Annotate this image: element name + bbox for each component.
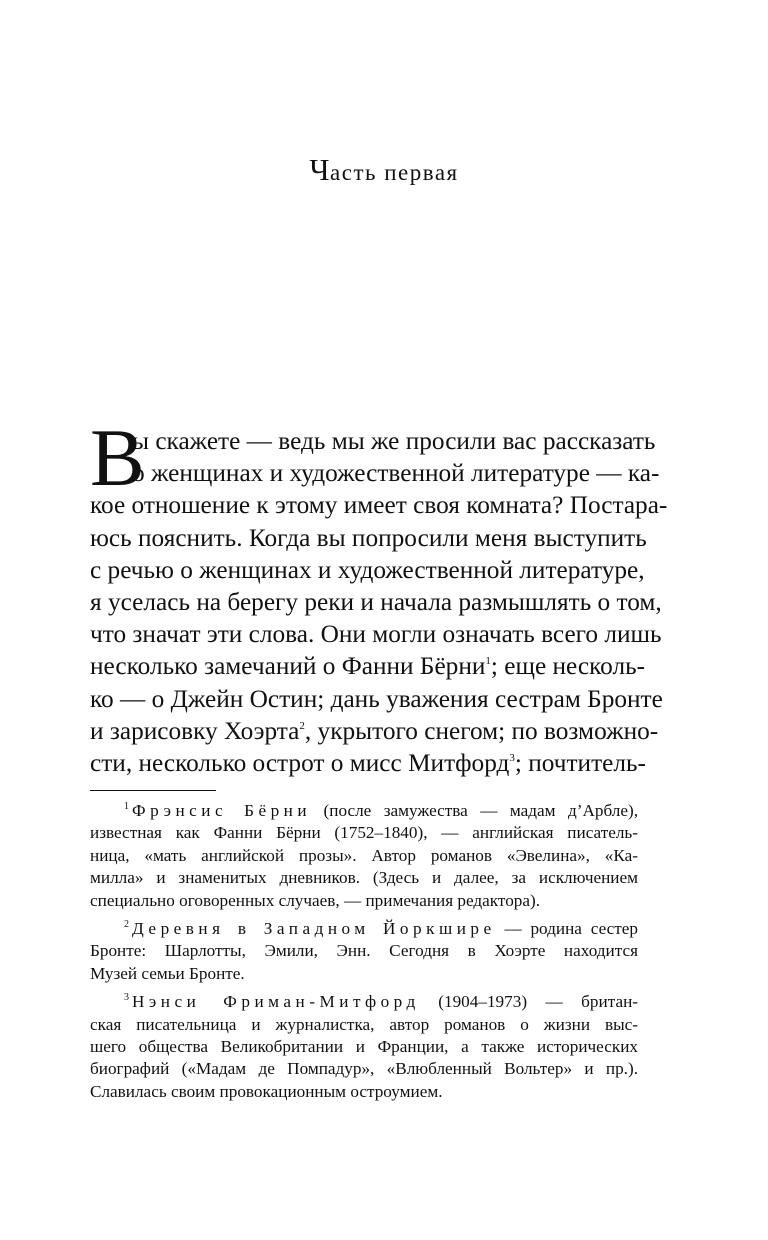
footnote-3-line: ская писательница и журналистка, автор романов о жизни выс- [90, 1014, 638, 1034]
text-line: о женщинах и художественной литературе — ка- [132, 459, 660, 488]
footnote-2-line: Бронте: Шарлотты, Эмили, Энн. Сегодня в Хоэрте находится [90, 941, 638, 961]
text-segment: , укрытого снегом; по возможно- [304, 716, 659, 745]
footnote-2-line [90, 918, 638, 940]
part-title [0, 152, 768, 188]
footnote-2-line: Музей семьи Бронте. [90, 963, 245, 983]
text-segment: и зарисовку Хоэрта [90, 716, 300, 745]
text-segment: ; почтитель- [514, 748, 646, 777]
text-segment: сти, несколько острот о мисс Митфорд [90, 748, 510, 777]
footnote-number: 2 [124, 918, 129, 930]
text-line: я уселась на берегу реки и начала размышлять о том, [90, 587, 662, 616]
footnote-number: 1 [124, 801, 129, 812]
text-line: юсь пояснить. Когда вы попросили меня выступить [90, 523, 647, 552]
text-line [90, 650, 646, 682]
main-text [90, 412, 668, 779]
text-segment: ; еще несколь- [490, 652, 646, 681]
footnote-3-line: Славилась своим провокационным остроумием. [90, 1081, 443, 1101]
text-line: с речью о женщинах и художественной литературе, [90, 555, 645, 584]
footnote-3-line [90, 991, 638, 1013]
footnote-ref-2: 2 [299, 719, 305, 732]
text-line: ы скажете — ведь мы же просили вас рассказать [132, 427, 656, 455]
footnote-ref-1: 1 [485, 655, 491, 668]
text-line [90, 715, 659, 747]
footnote-text: (1904–1973) — британ- [419, 992, 638, 1012]
part-title-rest: асть первая [330, 160, 459, 185]
footnote-spaced-name: Деревня в Западном Йоркшире [132, 918, 496, 938]
footnote-3-line: биографий («Мадам де Помпадур», «Влюбленный Вольтер» и пр.). [90, 1059, 638, 1079]
text-segment: несколько замечаний о Фанни Бёрни [90, 652, 486, 681]
footnote-divider [90, 790, 216, 791]
footnote-1-line: ница, «мать английской прозы». Автор романов «Эвелина», «Ка- [90, 845, 638, 865]
drop-cap: В [90, 412, 145, 503]
footnote-number: 3 [124, 992, 129, 1004]
footnote-3-line: шего общества Великобритании и Франции, а также исторических [90, 1036, 638, 1056]
text-line: ко — о Джейн Остин; дань уважения сестрам Бронте [90, 684, 663, 713]
footnotes [90, 800, 638, 1103]
footnote-1-line: специально оговоренных случаев, — примечания редактора). [90, 890, 541, 910]
text-line: что значат эти слова. Они могли означать всего лишь [90, 620, 662, 649]
footnote-spaced-name: Фрэнсис Бёрни [132, 801, 312, 820]
footnote-text: — родина сестер [495, 918, 638, 938]
part-title-initial: Ч [309, 152, 331, 187]
footnote-spaced-name: Нэнси Фриман-Митфорд [132, 992, 420, 1012]
footnote-text: (после замужества — мадам д’Арбле), [311, 801, 638, 820]
footnote-ref-3: 3 [509, 751, 515, 764]
footnote-1-line: милла» и знаменитых дневников. (Здесь и далее, за исключением [90, 868, 638, 888]
footnote-1-line [90, 800, 638, 822]
text-line [90, 747, 646, 779]
footnote-1-line: известная как Фанни Бёрни (1752–1840), — английская писатель- [90, 823, 638, 843]
text-line: кое отношение к этому имеет своя комната? Постара- [90, 491, 668, 520]
